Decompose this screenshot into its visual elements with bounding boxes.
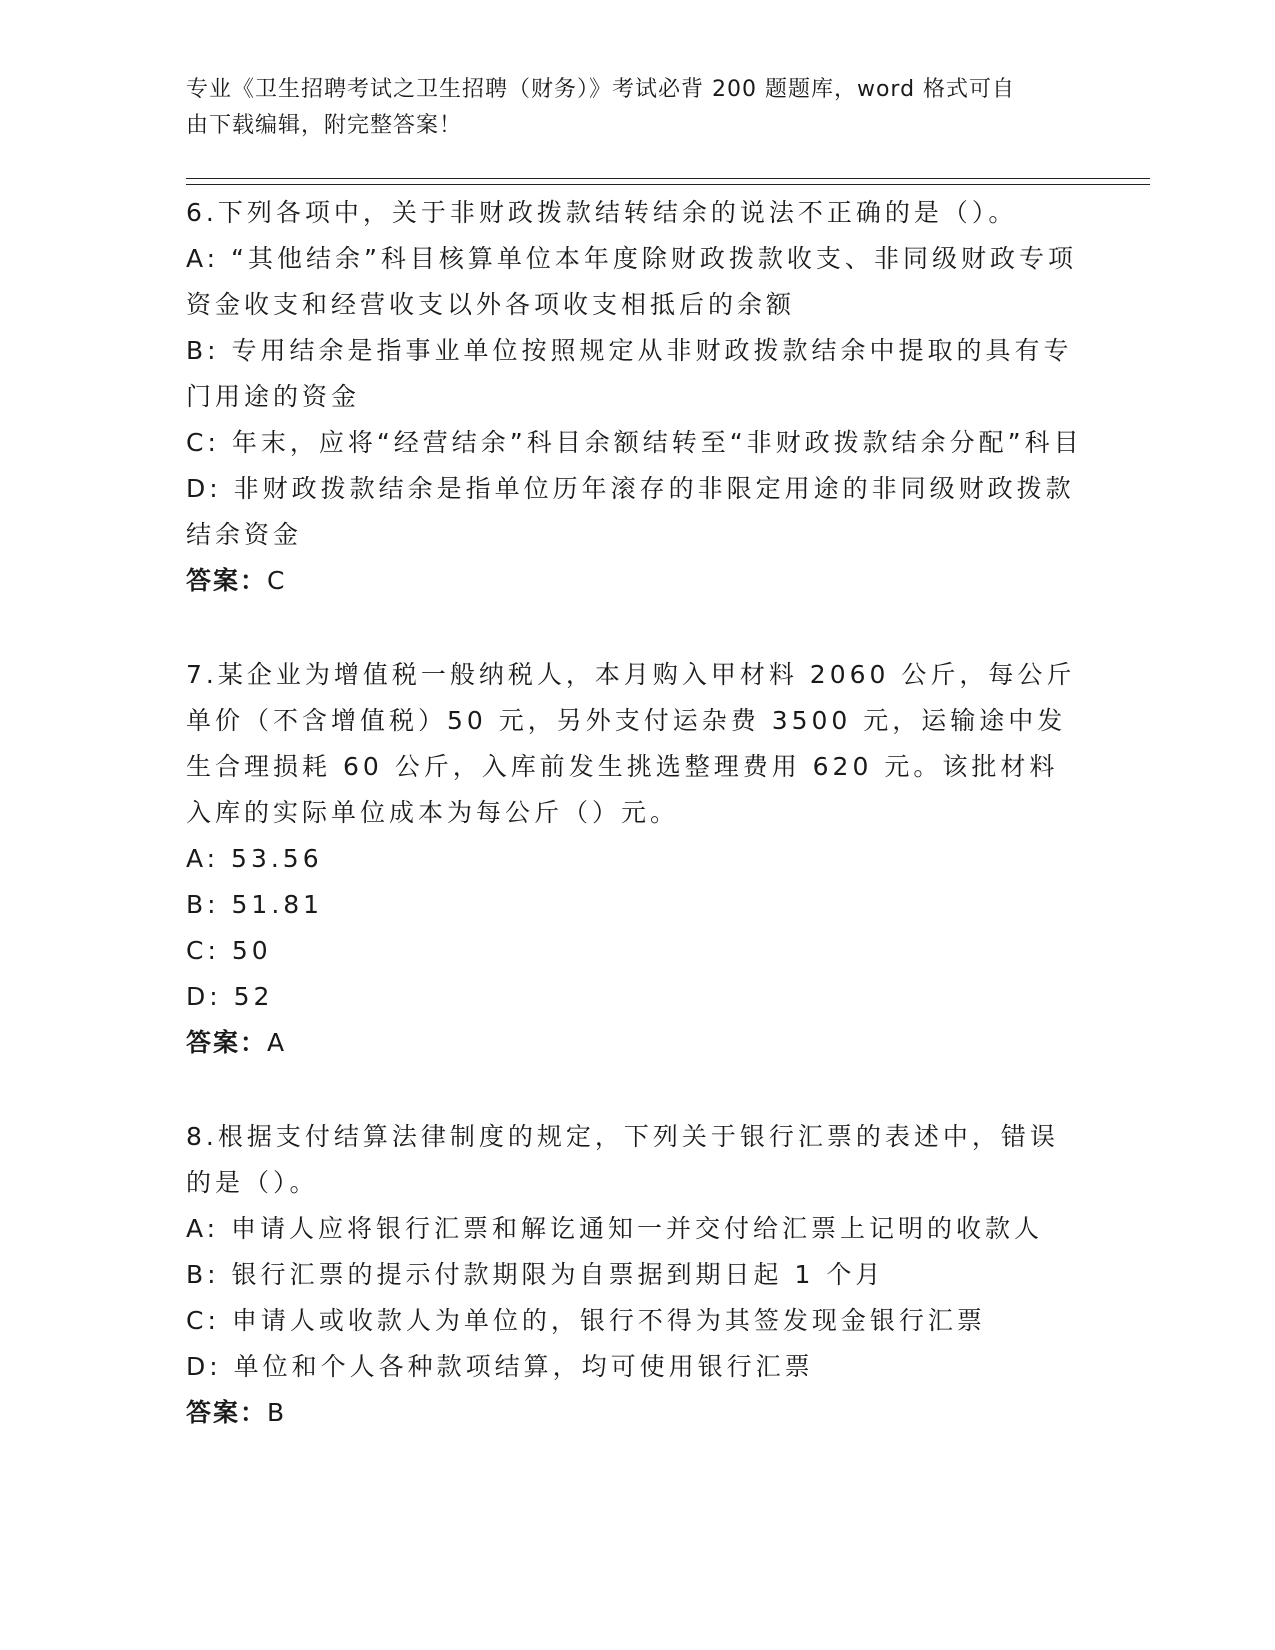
option-a: A: 53.56 [186,844,323,873]
option-d: D: 52 [186,982,274,1011]
question-stem: 7.某企业为增值税一般纳税人，本月购入甲材料 2060 公斤，每公斤单价（不含增值税）50 元，另外支付运杂费 3500 元，运输途中发生合理损耗 60 公斤，入库前发生挑选整理费用 620 元。该批材料入库的实际单位成本为每公斤（）元。 [186,660,1076,827]
option-b: B: 51.81 [186,890,324,919]
answer-label: 答案： [186,566,268,595]
option-a: A: 申请人应将银行汇票和解讫通知一并交付给汇票上记明的收款人 [186,1214,1044,1243]
header-divider-bottom [186,184,1150,185]
question-7 [186,652,1086,1066]
option-b: B: 专用结余是指事业单位按照规定从非财政拨款结余中提取的具有专门用途的资金 [186,336,1073,411]
answer-line [186,1390,1086,1436]
answer-value: B [267,1398,287,1427]
answer-value: A [267,1028,287,1057]
question-8 [186,1114,1086,1436]
answer-line [186,1020,1086,1066]
question-list [186,190,1086,1484]
option-a: A: “其他结余”科目核算单位本年度除财政拨款收支、非同级财政专项资金收支和经营收支以外各项收支相抵后的余额 [186,244,1077,319]
option-c: C: 年末，应将“经营结余”科目余额结转至“非财政拨款结余分配”科目 [186,428,1083,457]
answer-label: 答案： [186,1398,268,1427]
option-c: C: 50 [186,936,272,965]
answer-label: 答案： [186,1028,268,1057]
option-c: C: 申请人或收款人为单位的，银行不得为其签发现金银行汇票 [186,1306,986,1335]
answer-value: C [267,566,287,595]
header-line-1: 专业《卫生招聘考试之卫生招聘（财务）》考试必背 200 题题库，word 格式可自 [186,77,1016,102]
option-d: D: 单位和个人各种款项结算，均可使用银行汇票 [186,1352,814,1381]
header-line-2: 由下载编辑，附完整答案！ [186,113,463,138]
question-stem: 8.根据支付结算法律制度的规定，下列关于银行汇票的表述中，错误的是（）。 [186,1122,1059,1197]
question-6 [186,190,1086,604]
question-stem: 6.下列各项中，关于非财政拨款结转结余的说法不正确的是（）。 [186,198,1018,227]
option-d: D: 非财政拨款结余是指单位历年滚存的非限定用途的非同级财政拨款结余资金 [186,474,1075,549]
answer-line [186,558,1086,604]
header-divider-top [186,178,1150,179]
document-header [186,72,1066,144]
option-b: B: 银行汇票的提示付款期限为自票据到期日起 1 个月 [186,1260,885,1289]
